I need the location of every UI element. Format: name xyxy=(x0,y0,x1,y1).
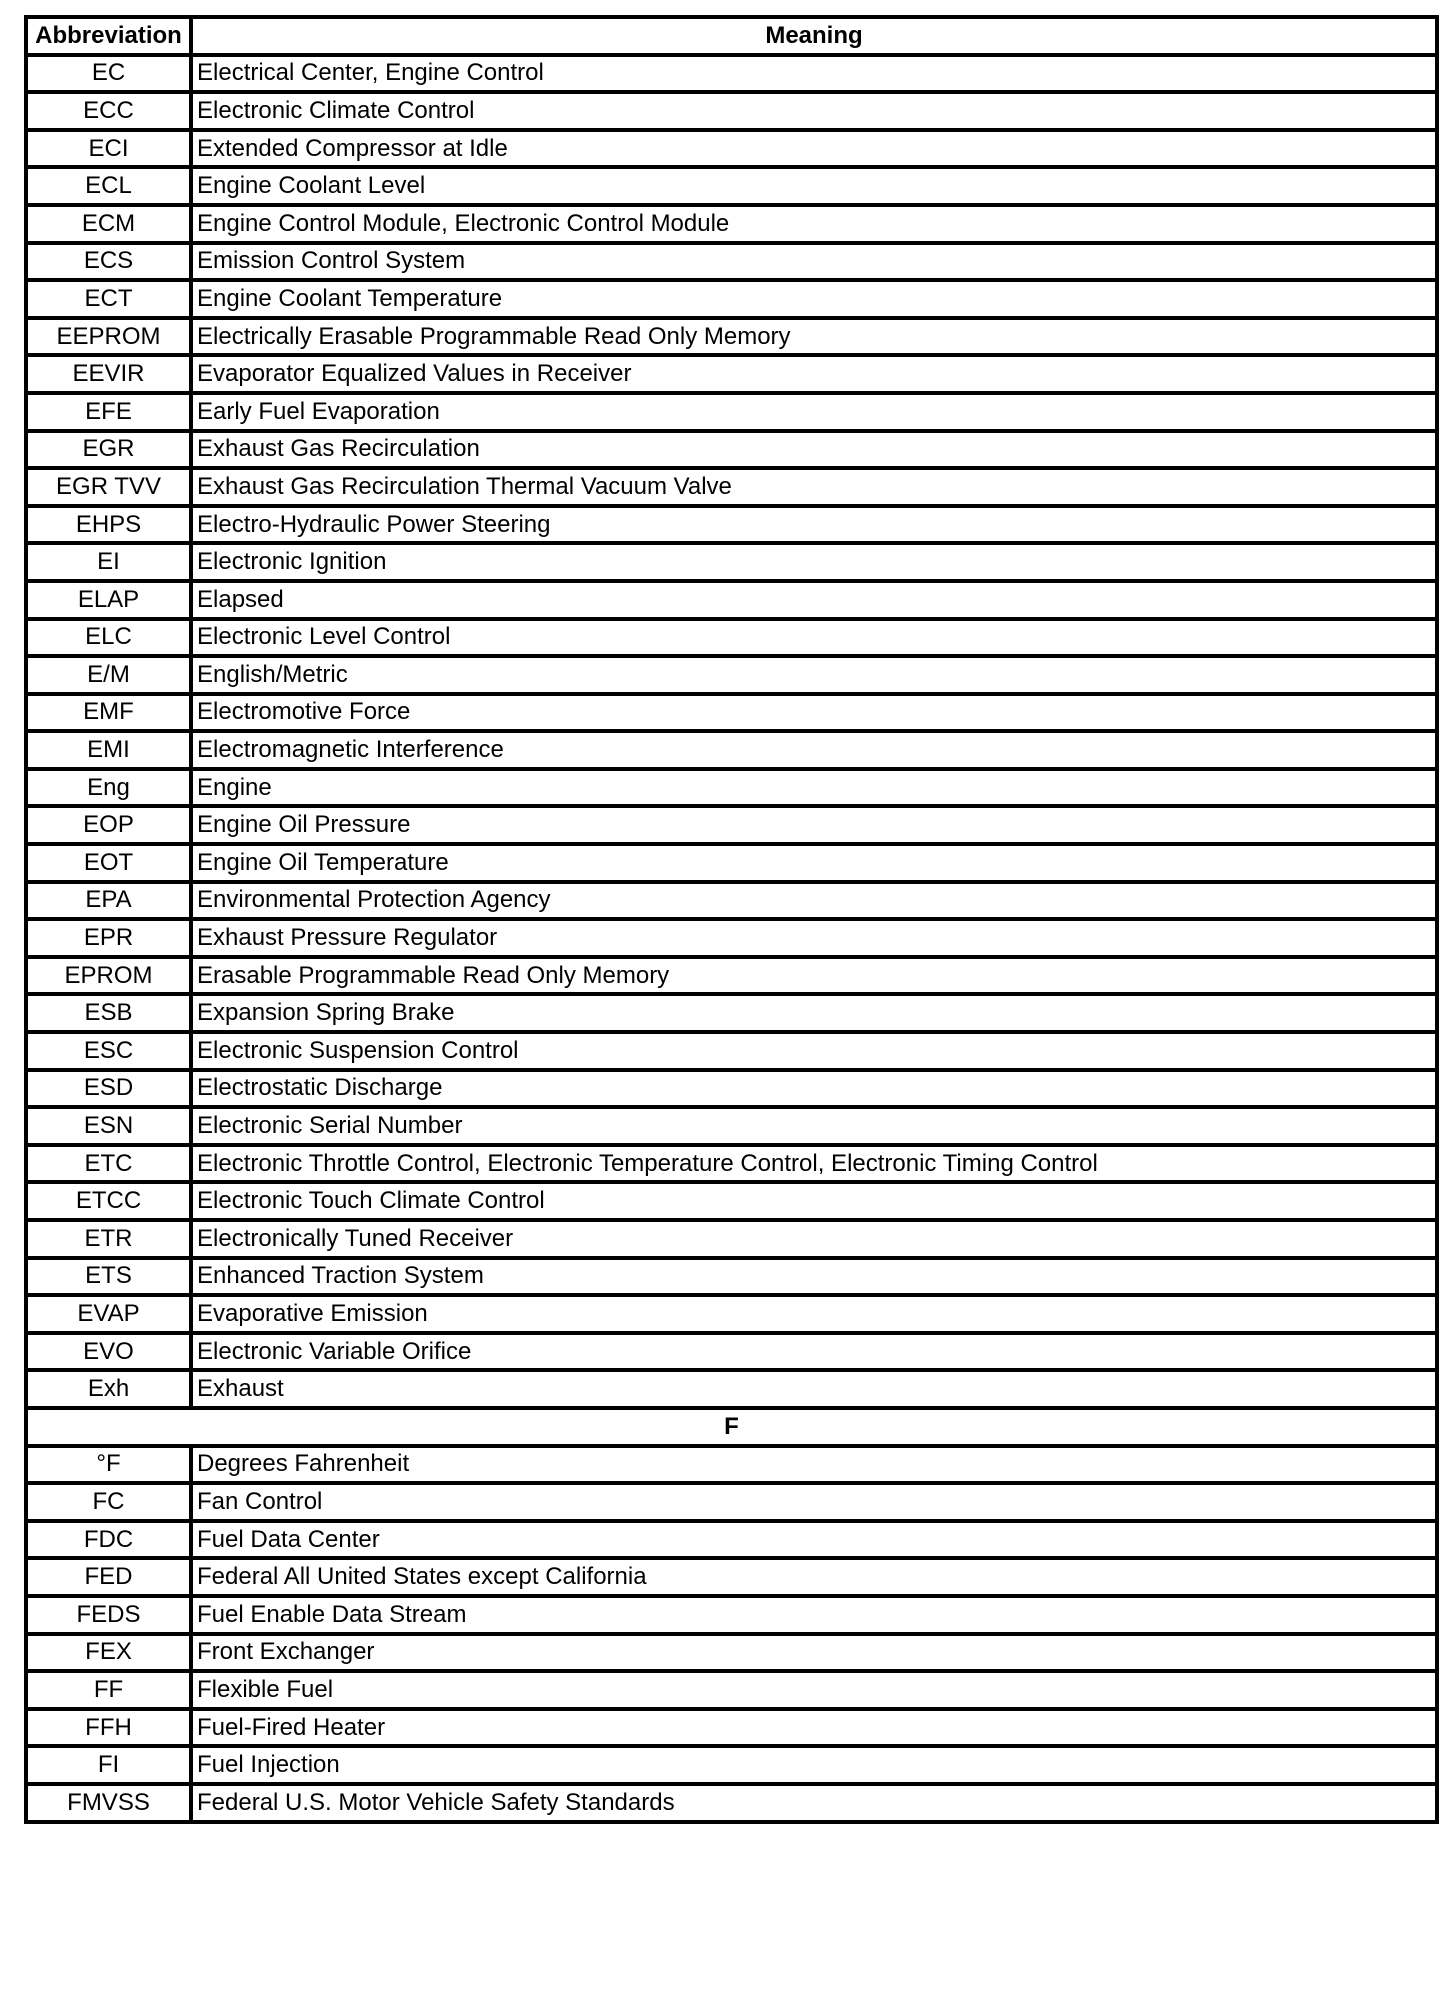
table-row xyxy=(26,1709,1437,1747)
table-row xyxy=(26,506,1437,544)
table-row xyxy=(26,1596,1437,1634)
table-row xyxy=(26,656,1437,694)
abbreviation-cell: ESB xyxy=(26,994,191,1032)
meaning-cell: Electronic Level Control xyxy=(191,619,1437,657)
table-row xyxy=(26,243,1437,281)
abbreviation-cell: EPA xyxy=(26,882,191,920)
meaning-column-header: Meaning xyxy=(191,17,1437,55)
table-row xyxy=(26,355,1437,393)
table-row xyxy=(26,130,1437,168)
meaning-cell: Extended Compressor at Idle xyxy=(191,130,1437,168)
section-letter: F xyxy=(26,1408,1437,1446)
meaning-cell: Electro-Hydraulic Power Steering xyxy=(191,506,1437,544)
meaning-cell: Elapsed xyxy=(191,581,1437,619)
meaning-cell: Exhaust Gas Recirculation xyxy=(191,431,1437,469)
meaning-cell: Electrostatic Discharge xyxy=(191,1070,1437,1108)
abbreviation-cell: EC xyxy=(26,55,191,93)
abbreviation-cell: EOP xyxy=(26,806,191,844)
meaning-cell: Expansion Spring Brake xyxy=(191,994,1437,1032)
meaning-cell: Emission Control System xyxy=(191,243,1437,281)
table-body xyxy=(26,55,1437,1822)
meaning-cell: Early Fuel Evaporation xyxy=(191,393,1437,431)
table-row xyxy=(26,619,1437,657)
meaning-cell: Fuel Data Center xyxy=(191,1521,1437,1559)
table-row xyxy=(26,882,1437,920)
abbreviation-cell: EFE xyxy=(26,393,191,431)
table-row xyxy=(26,581,1437,619)
meaning-cell: Electronic Throttle Control, Electronic Temperature Control, Electronic Timing Control xyxy=(191,1145,1437,1183)
table-row xyxy=(26,280,1437,318)
meaning-cell: Electronic Ignition xyxy=(191,543,1437,581)
meaning-cell: Exhaust xyxy=(191,1370,1437,1408)
table-row xyxy=(26,1671,1437,1709)
abbreviation-table xyxy=(24,15,1439,1824)
abbreviation-cell: ECT xyxy=(26,280,191,318)
abbreviation-cell: EI xyxy=(26,543,191,581)
abbreviation-cell: EHPS xyxy=(26,506,191,544)
table-row xyxy=(26,1333,1437,1371)
abbreviation-cell: ETS xyxy=(26,1258,191,1296)
abbreviation-cell: EVO xyxy=(26,1333,191,1371)
meaning-cell: Front Exchanger xyxy=(191,1634,1437,1672)
abbreviation-cell: ESN xyxy=(26,1107,191,1145)
meaning-cell: Electronic Suspension Control xyxy=(191,1032,1437,1070)
table-row xyxy=(26,1446,1437,1484)
meaning-cell: Fuel Enable Data Stream xyxy=(191,1596,1437,1634)
abbreviation-cell: ECL xyxy=(26,167,191,205)
meaning-cell: Electromagnetic Interference xyxy=(191,731,1437,769)
table-row xyxy=(26,694,1437,732)
table-row xyxy=(26,1521,1437,1559)
abbreviation-cell: ESD xyxy=(26,1070,191,1108)
meaning-cell: English/Metric xyxy=(191,656,1437,694)
table-row xyxy=(26,393,1437,431)
meaning-cell: Engine Coolant Level xyxy=(191,167,1437,205)
abbreviation-cell: ECI xyxy=(26,130,191,168)
meaning-cell: Fuel-Fired Heater xyxy=(191,1709,1437,1747)
table-row xyxy=(26,1746,1437,1784)
meaning-cell: Flexible Fuel xyxy=(191,1671,1437,1709)
table-row xyxy=(26,55,1437,93)
abbreviation-cell: ECS xyxy=(26,243,191,281)
abbreviation-cell: FEDS xyxy=(26,1596,191,1634)
abbreviation-cell: FEX xyxy=(26,1634,191,1672)
meaning-cell: Enhanced Traction System xyxy=(191,1258,1437,1296)
meaning-cell: Electronic Serial Number xyxy=(191,1107,1437,1145)
table-row xyxy=(26,167,1437,205)
abbreviation-cell: EEVIR xyxy=(26,355,191,393)
table-row xyxy=(26,1107,1437,1145)
table-row xyxy=(26,957,1437,995)
meaning-cell: Fan Control xyxy=(191,1483,1437,1521)
table-row xyxy=(26,806,1437,844)
table-row xyxy=(26,92,1437,130)
table-row xyxy=(26,1558,1437,1596)
meaning-cell: Electromotive Force xyxy=(191,694,1437,732)
meaning-cell: Engine Oil Temperature xyxy=(191,844,1437,882)
abbreviation-cell: Eng xyxy=(26,769,191,807)
meaning-cell: Electronically Tuned Receiver xyxy=(191,1220,1437,1258)
meaning-cell: Erasable Programmable Read Only Memory xyxy=(191,957,1437,995)
abbreviation-cell: FMVSS xyxy=(26,1784,191,1822)
section-header-row xyxy=(26,1408,1437,1446)
abbreviation-cell: EEPROM xyxy=(26,318,191,356)
meaning-cell: Fuel Injection xyxy=(191,1746,1437,1784)
table-row xyxy=(26,1032,1437,1070)
abbreviation-cell: EPR xyxy=(26,919,191,957)
abbreviation-cell: EGR xyxy=(26,431,191,469)
table-row xyxy=(26,731,1437,769)
table-row xyxy=(26,1483,1437,1521)
meaning-cell: Electrical Center, Engine Control xyxy=(191,55,1437,93)
meaning-cell: Engine Control Module, Electronic Control Module xyxy=(191,205,1437,243)
meaning-cell: Degrees Fahrenheit xyxy=(191,1446,1437,1484)
table-row xyxy=(26,543,1437,581)
abbreviation-cell: E/M xyxy=(26,656,191,694)
meaning-cell: Environmental Protection Agency xyxy=(191,882,1437,920)
table-row xyxy=(26,769,1437,807)
abbreviation-cell: ECM xyxy=(26,205,191,243)
meaning-cell: Exhaust Gas Recirculation Thermal Vacuum Valve xyxy=(191,468,1437,506)
meaning-cell: Electronic Touch Climate Control xyxy=(191,1182,1437,1220)
table-row xyxy=(26,431,1437,469)
abbreviation-cell: ETC xyxy=(26,1145,191,1183)
abbreviation-cell: ETR xyxy=(26,1220,191,1258)
meaning-cell: Exhaust Pressure Regulator xyxy=(191,919,1437,957)
abbreviation-cell: FC xyxy=(26,1483,191,1521)
table-header-row xyxy=(26,17,1437,55)
abbreviation-cell: ESC xyxy=(26,1032,191,1070)
meaning-cell: Electronic Climate Control xyxy=(191,92,1437,130)
table-row xyxy=(26,1634,1437,1672)
abbreviation-cell: °F xyxy=(26,1446,191,1484)
abbreviation-cell: EOT xyxy=(26,844,191,882)
table-row xyxy=(26,1295,1437,1333)
abbreviation-cell: EMI xyxy=(26,731,191,769)
meaning-cell: Federal All United States except California xyxy=(191,1558,1437,1596)
table-row xyxy=(26,1784,1437,1822)
abbreviation-column-header: Abbreviation xyxy=(26,17,191,55)
table-row xyxy=(26,468,1437,506)
meaning-cell: Electrically Erasable Programmable Read Only Memory xyxy=(191,318,1437,356)
meaning-cell: Engine xyxy=(191,769,1437,807)
table-row xyxy=(26,919,1437,957)
table-row xyxy=(26,1070,1437,1108)
table-row xyxy=(26,1220,1437,1258)
table-row xyxy=(26,1370,1437,1408)
abbreviation-cell: ECC xyxy=(26,92,191,130)
abbreviation-cell: EVAP xyxy=(26,1295,191,1333)
abbreviation-cell: FF xyxy=(26,1671,191,1709)
meaning-cell: Engine Oil Pressure xyxy=(191,806,1437,844)
abbreviation-cell: FED xyxy=(26,1558,191,1596)
meaning-cell: Evaporator Equalized Values in Receiver xyxy=(191,355,1437,393)
meaning-cell: Electronic Variable Orifice xyxy=(191,1333,1437,1371)
meaning-cell: Engine Coolant Temperature xyxy=(191,280,1437,318)
table-row xyxy=(26,1145,1437,1183)
abbreviation-cell: FDC xyxy=(26,1521,191,1559)
abbreviation-cell: ELC xyxy=(26,619,191,657)
abbreviation-cell: FFH xyxy=(26,1709,191,1747)
table-row xyxy=(26,1182,1437,1220)
meaning-cell: Evaporative Emission xyxy=(191,1295,1437,1333)
abbreviation-cell: EPROM xyxy=(26,957,191,995)
abbreviation-cell: Exh xyxy=(26,1370,191,1408)
abbreviation-cell: EMF xyxy=(26,694,191,732)
abbreviation-cell: ETCC xyxy=(26,1182,191,1220)
table-row xyxy=(26,844,1437,882)
table-row xyxy=(26,205,1437,243)
table-row xyxy=(26,318,1437,356)
abbreviation-cell: EGR TVV xyxy=(26,468,191,506)
table-row xyxy=(26,1258,1437,1296)
abbreviation-cell: FI xyxy=(26,1746,191,1784)
meaning-cell: Federal U.S. Motor Vehicle Safety Standards xyxy=(191,1784,1437,1822)
table-row xyxy=(26,994,1437,1032)
abbreviation-cell: ELAP xyxy=(26,581,191,619)
